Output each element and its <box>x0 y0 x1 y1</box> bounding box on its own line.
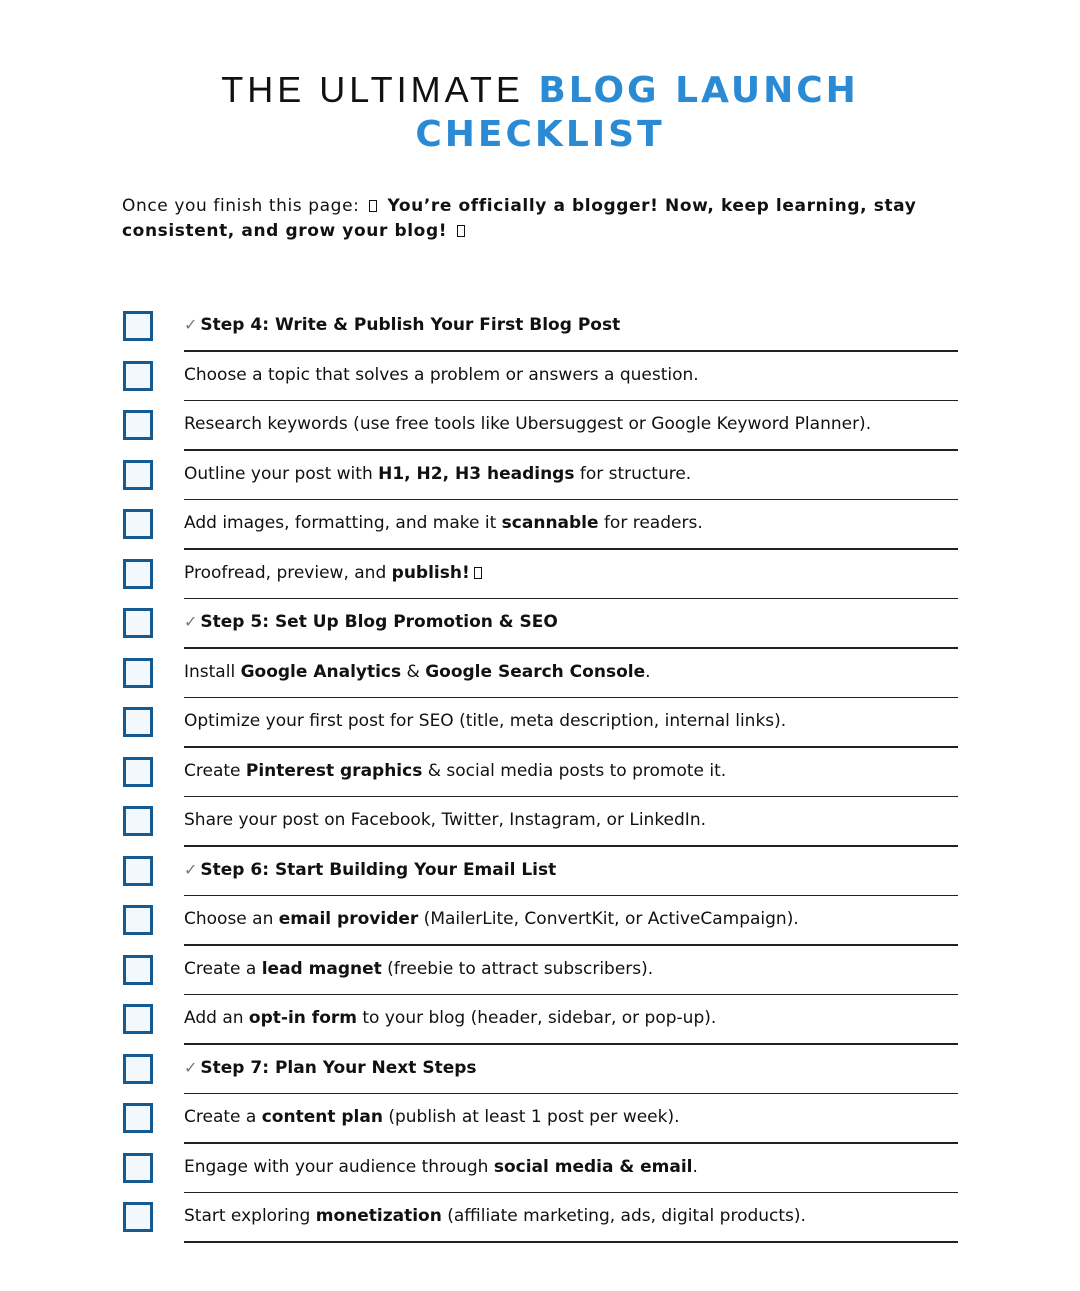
text: Engage with your audience through <box>184 1156 494 1177</box>
bold-text: scannable <box>501 513 599 533</box>
checkbox[interactable] <box>123 707 153 737</box>
missing-glyph-icon <box>474 567 482 579</box>
checkbox[interactable] <box>123 361 153 391</box>
task-text <box>184 759 958 783</box>
bold-text: email provider <box>278 909 419 929</box>
missing-glyph-icon <box>457 225 465 237</box>
checklist-row <box>0 747 1080 797</box>
checkbox[interactable] <box>123 905 153 935</box>
checkbox[interactable] <box>123 460 153 490</box>
text: Add an <box>184 1008 249 1028</box>
task-text <box>184 660 958 684</box>
checklist-heading-row <box>0 1044 1080 1094</box>
text: Create <box>184 760 246 781</box>
check-mark-icon: ✓ <box>184 315 198 334</box>
text: Create a <box>184 1107 262 1127</box>
checklist-row <box>0 1093 1080 1143</box>
step-heading <box>184 313 958 337</box>
intro-lead: Once you finish this page: <box>122 196 360 216</box>
text: for readers. <box>598 513 703 533</box>
task-text <box>184 561 958 585</box>
step-heading <box>184 610 958 634</box>
text: Choose a topic that solves a problem or answers a question. <box>184 364 699 385</box>
text: (MailerLite, ConvertKit, or ActiveCampaign). <box>418 909 799 929</box>
intro-text <box>122 194 922 244</box>
check-mark-icon: ✓ <box>184 612 198 631</box>
title-light: THE ULTIMATE <box>221 69 524 110</box>
checklist-row <box>0 994 1080 1044</box>
title-accent-line1: BLOG LAUNCH <box>538 70 859 111</box>
task-text <box>184 412 958 436</box>
text: Start exploring <box>184 1206 316 1226</box>
text: Add images, formatting, and make it <box>184 513 502 533</box>
check-mark-icon: ✓ <box>184 859 198 879</box>
checklist-row <box>0 351 1080 401</box>
bold-text: Step 4: Write & Publish Your First Blog Post <box>200 315 621 335</box>
checkbox[interactable] <box>123 1153 153 1183</box>
bold-text: publish! <box>391 562 470 583</box>
bold-text: Step 5: Set Up Blog Promotion & SEO <box>200 612 558 632</box>
bold-text: Pinterest graphics <box>245 760 423 781</box>
text: (affiliate marketing, ads, digital products). <box>441 1206 806 1226</box>
checklist-row <box>0 499 1080 549</box>
text: Proofread, preview, and <box>184 562 392 583</box>
text: Optimize your first post for SEO (title, meta description, internal links). <box>184 711 787 731</box>
text: Outline your post with <box>184 463 379 484</box>
text: (publish at least 1 post per week). <box>382 1107 680 1127</box>
checklist-row <box>0 1143 1080 1193</box>
checkbox[interactable] <box>123 658 153 688</box>
task-text <box>184 1006 958 1030</box>
checkbox[interactable] <box>123 608 153 638</box>
checklist-row <box>0 1192 1080 1242</box>
checkbox[interactable] <box>123 1054 153 1084</box>
checklist-row <box>0 945 1080 995</box>
text: (freebie to attract subscribers). <box>381 958 654 979</box>
checkbox[interactable] <box>123 757 153 787</box>
task-text <box>184 957 958 981</box>
checkbox[interactable] <box>123 311 153 341</box>
text: Install <box>184 661 241 682</box>
bold-text: social media & email <box>493 1156 693 1177</box>
task-text <box>184 1155 958 1179</box>
text: Research keywords (use free tools like Ubersuggest or Google Keyword Planner). <box>184 414 872 434</box>
bold-text: content plan <box>261 1107 383 1127</box>
task-text <box>184 1204 958 1228</box>
bold-text: H1, H2, H3 headings <box>378 463 575 484</box>
task-text <box>184 1105 958 1129</box>
checklist-row <box>0 796 1080 846</box>
checklist-row <box>0 895 1080 945</box>
checkbox[interactable] <box>123 955 153 985</box>
text: to your blog (header, sidebar, or pop-up). <box>356 1008 717 1028</box>
task-text <box>184 808 958 832</box>
text: Share your post on Facebook, Twitter, Instagram, or LinkedIn. <box>184 810 706 830</box>
checklist-heading-row <box>0 598 1080 648</box>
step-heading <box>184 1056 958 1080</box>
text: & <box>401 661 426 682</box>
checkbox[interactable] <box>123 856 153 886</box>
task-text <box>184 511 958 535</box>
step-heading <box>184 858 958 882</box>
checkbox[interactable] <box>123 1202 153 1232</box>
bold-text: Step 7: Plan Your Next Steps <box>200 1057 477 1078</box>
text: . <box>692 1156 698 1177</box>
checkbox[interactable] <box>123 1103 153 1133</box>
checkbox[interactable] <box>123 1004 153 1034</box>
checklist-heading-row <box>0 301 1080 351</box>
text: for structure. <box>574 463 692 484</box>
page-title <box>0 68 1080 157</box>
check-mark-icon: ✓ <box>184 1057 198 1077</box>
bold-text: Google Analytics <box>240 661 402 682</box>
checkbox[interactable] <box>123 559 153 589</box>
text: . <box>645 661 651 682</box>
task-text <box>184 462 958 486</box>
checklist <box>0 301 1080 1242</box>
checklist-row <box>0 400 1080 450</box>
row-divider <box>184 1241 958 1243</box>
checkbox[interactable] <box>123 806 153 836</box>
checkbox[interactable] <box>123 509 153 539</box>
bold-text: opt-in form <box>248 1008 357 1028</box>
text: & social media posts to promote it. <box>422 760 727 781</box>
checklist-row <box>0 697 1080 747</box>
checklist-row <box>0 648 1080 698</box>
bold-text: monetization <box>315 1206 442 1226</box>
checkbox[interactable] <box>123 410 153 440</box>
bold-text: Step 6: Start Building Your Email List <box>200 859 557 880</box>
text: Create a <box>184 958 262 979</box>
task-text <box>184 363 958 387</box>
checklist-row <box>0 450 1080 500</box>
bold-text: Google Search Console <box>425 661 646 682</box>
intro-bold: You’re officially a blogger! Now, keep learning, stay consistent, and grow your blog! <box>122 196 917 241</box>
bold-text: lead magnet <box>261 958 382 979</box>
missing-glyph-icon <box>369 200 377 212</box>
text: Choose an <box>184 909 279 929</box>
checklist-row <box>0 549 1080 599</box>
title-accent-line2: CHECKLIST <box>415 114 665 155</box>
task-text <box>184 907 958 931</box>
checklist-heading-row <box>0 846 1080 896</box>
task-text <box>184 709 958 733</box>
